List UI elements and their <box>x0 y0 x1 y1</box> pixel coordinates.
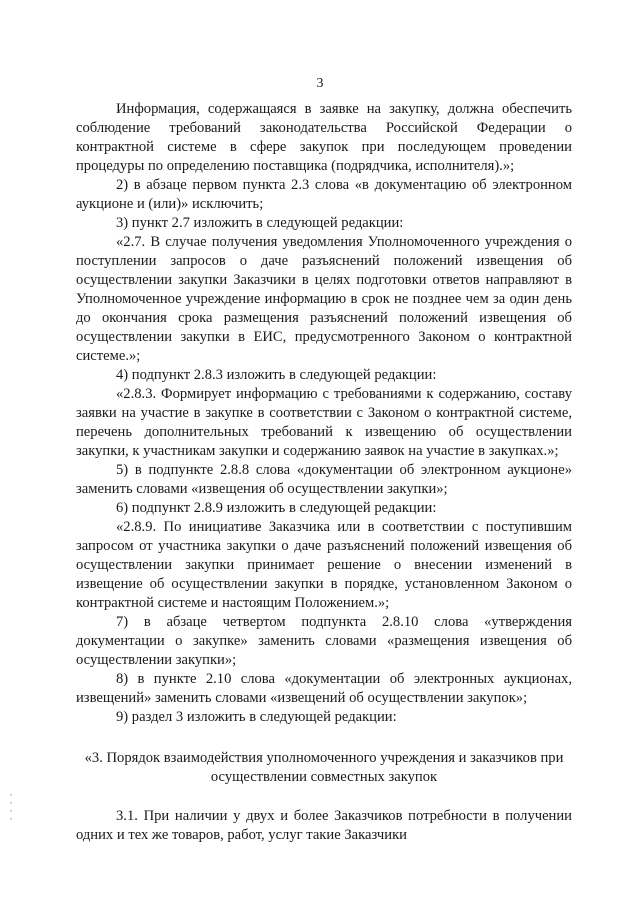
paragraph-item-7: 7) в абзаце четвертом подпункта 2.8.10 слова «утверждения документации о закупке» заменить словами «размещения извещения об осуществлении закупки»; <box>76 614 572 668</box>
scan-margin-marks: · · · · <box>8 790 15 825</box>
paragraph-clause-3-1: 3.1. При наличии у двух и более Заказчиков потребности в получении одних и тех же товаров, работ, услуг такие Заказчики <box>76 808 572 843</box>
paragraph-clause-2-7: «2.7. В случае получения уведомления Уполномоченного учреждения о поступлении запросов о даче разъяснений положений извещения об осуществлении закупки Заказчики в целях подготовки ответов направляют в Уполномоченное учреждение информацию в срок не позднее чем за один день до окончания срока размещения разъяснений положений извещения об осуществлении закупки в ЕИС, предусмотренного Законом о контрактной системе.»; <box>76 234 572 364</box>
paragraph-info: Информация, содержащаяся в заявке на закупку, должна обеспечить соблюдение требований законодательства Российской Федерации о контрактной системе в сфере закупок при последующем проведении процедуры по определению поставщика (подрядчика, исполнителя).»; <box>76 101 572 174</box>
paragraph-item-3: 3) пункт 2.7 изложить в следующей редакции: <box>116 215 404 231</box>
paragraph-item-6: 6) подпункт 2.8.9 изложить в следующей редакции: <box>116 500 437 516</box>
paragraph-clause-2-8-3: «2.8.3. Формирует информацию с требованиями к содержанию, составу заявки на участие в закупке в соответствии с Законом о контрактной системе, перечень дополнительных требований к извещению об осуществлении закупки, к участникам закупки и содержанию заявок на участие в закупках.»; <box>76 386 572 459</box>
paragraph-clause-2-8-9: «2.8.9. По инициативе Заказчика или в соответствии с поступившим запросом от участника закупки о даче разъяснений положений извещения об осуществлении закупки принимает решение о внесении изменений в извещение об осуществлении закупки в порядке, установленном Законом о контрактной системе и настоящим Положением.»; <box>76 519 572 611</box>
paragraph-item-5: 5) в подпункте 2.8.8 слова «документации об электронном аукционе» заменить словами «извещения об осуществлении закупки»; <box>76 462 572 497</box>
paragraph-item-2: 2) в абзаце первом пункта 2.3 слова «в документацию об электронном аукционе и (или)» исключить; <box>76 177 572 212</box>
document-body <box>76 100 572 845</box>
paragraph-item-9: 9) раздел 3 изложить в следующей редакции: <box>116 709 397 725</box>
page-number: 3 <box>316 76 324 91</box>
paragraph-item-8: 8) в пункте 2.10 слова «документации об электронных аукционах, извещений» заменить словами «извещений об осуществлении закупок»; <box>76 671 572 706</box>
paragraph-item-4: 4) подпункт 2.8.3 изложить в следующей редакции: <box>116 367 437 383</box>
section-title: «3. Порядок взаимодействия уполномоченного учреждения и заказчиков при осуществлении совместных закупок <box>84 750 564 785</box>
